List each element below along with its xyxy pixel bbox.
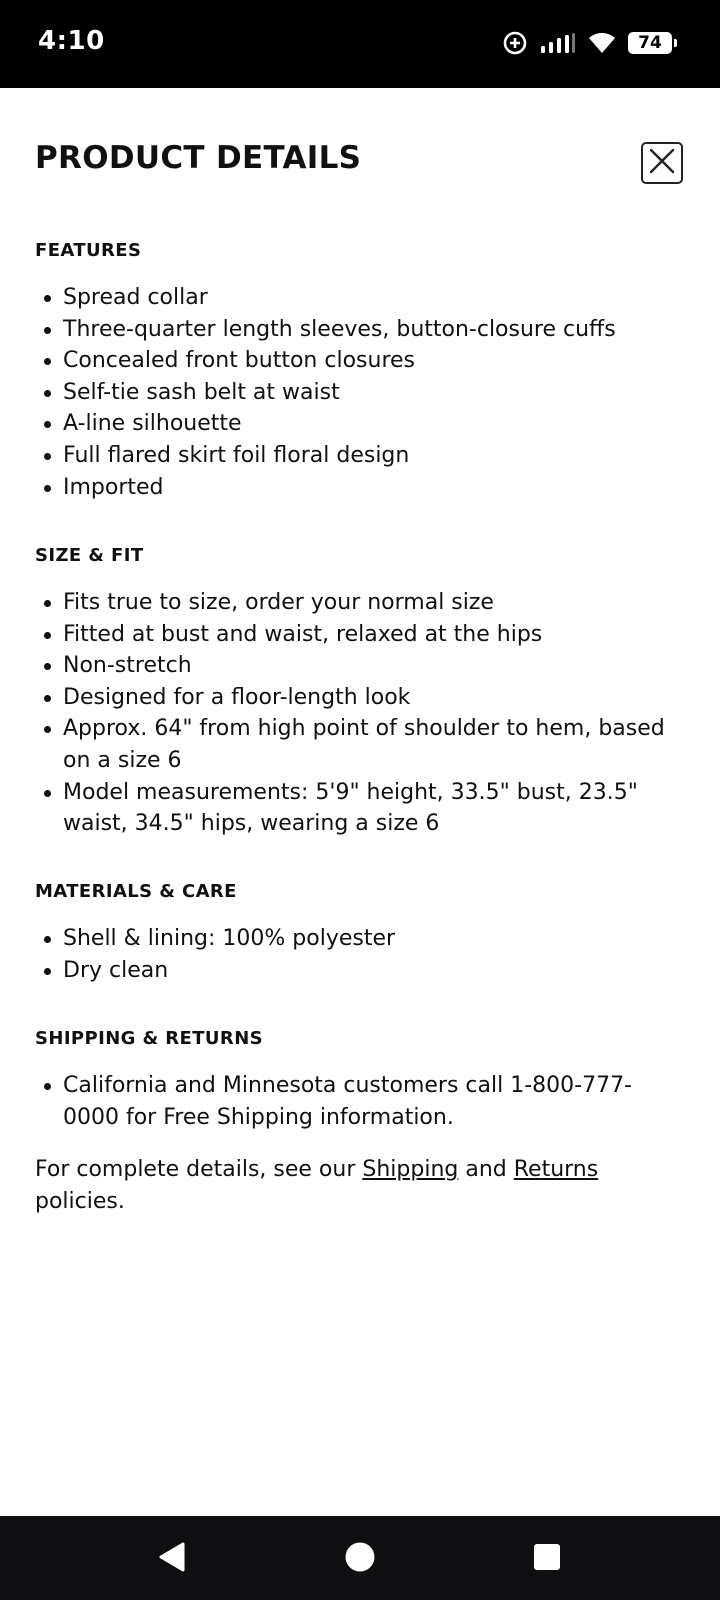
list-item: Imported (35, 472, 675, 504)
recents-button[interactable] (530, 1542, 564, 1576)
section-heading-materials-care: MATERIALS & CARE (35, 881, 237, 902)
product-details-sheet (0, 88, 720, 1516)
shipping-link[interactable]: Shipping (362, 1157, 459, 1182)
section-heading-shipping-returns: SHIPPING & RETURNS (35, 1028, 264, 1049)
data-saver-icon (502, 30, 528, 56)
system-nav-bar (0, 1516, 720, 1600)
status-time: 4:10 (38, 26, 105, 56)
list-item: Shell & lining: 100% polyester (35, 923, 675, 955)
list-item: California and Minnesota customers call 1-800-777-0000 for Free Shipping information. (35, 1070, 675, 1133)
list-item: Self-tie sash belt at waist (35, 377, 675, 409)
list-item: Model measurements: 5'9" height, 33.5" bust, 23.5" waist, 34.5" hips, wearing a size 6 (35, 777, 675, 840)
policies-note-suffix: policies. (35, 1188, 125, 1214)
list-item: Fits true to size, order your normal size (35, 587, 675, 619)
close-button[interactable] (641, 142, 683, 184)
list-item: Concealed front button closures (35, 345, 675, 377)
shipping-returns-list (35, 1070, 675, 1133)
list-item: Approx. 64" from high point of shoulder to hem, based on a size 6 (35, 713, 675, 776)
policies-note (35, 1154, 675, 1217)
recents-icon (532, 1542, 562, 1576)
size-fit-list (35, 587, 675, 840)
section-heading-features: FEATURES (35, 240, 142, 261)
close-icon (648, 147, 676, 179)
materials-care-list (35, 923, 675, 986)
status-bar (0, 0, 720, 88)
features-list (35, 282, 675, 503)
signal-icon (540, 32, 576, 54)
policies-note-prefix: For complete details, see our (35, 1157, 363, 1182)
list-item: Fitted at bust and waist, relaxed at the hips (35, 619, 675, 651)
list-item: Dry clean (35, 955, 675, 987)
page-title: PRODUCT DETAILS (35, 140, 362, 176)
policies-note-middle: and (458, 1157, 514, 1182)
list-item: Non-stretch (35, 650, 675, 682)
wifi-icon (588, 32, 616, 54)
back-icon (157, 1541, 187, 1577)
list-item: Spread collar (35, 282, 675, 314)
back-button[interactable] (155, 1542, 189, 1576)
status-icons (502, 28, 672, 58)
list-item: Three-quarter length sleeves, button-closure cuffs (35, 314, 675, 346)
home-icon (344, 1541, 376, 1577)
section-heading-size-fit: SIZE & FIT (35, 545, 144, 566)
returns-link[interactable]: Returns (513, 1157, 599, 1182)
home-button[interactable] (343, 1542, 377, 1576)
list-item: Designed for a floor-length look (35, 682, 675, 714)
battery-icon: 74 (628, 32, 672, 54)
list-item: A-line silhouette (35, 408, 675, 440)
list-item: Full flared skirt foil floral design (35, 440, 675, 472)
